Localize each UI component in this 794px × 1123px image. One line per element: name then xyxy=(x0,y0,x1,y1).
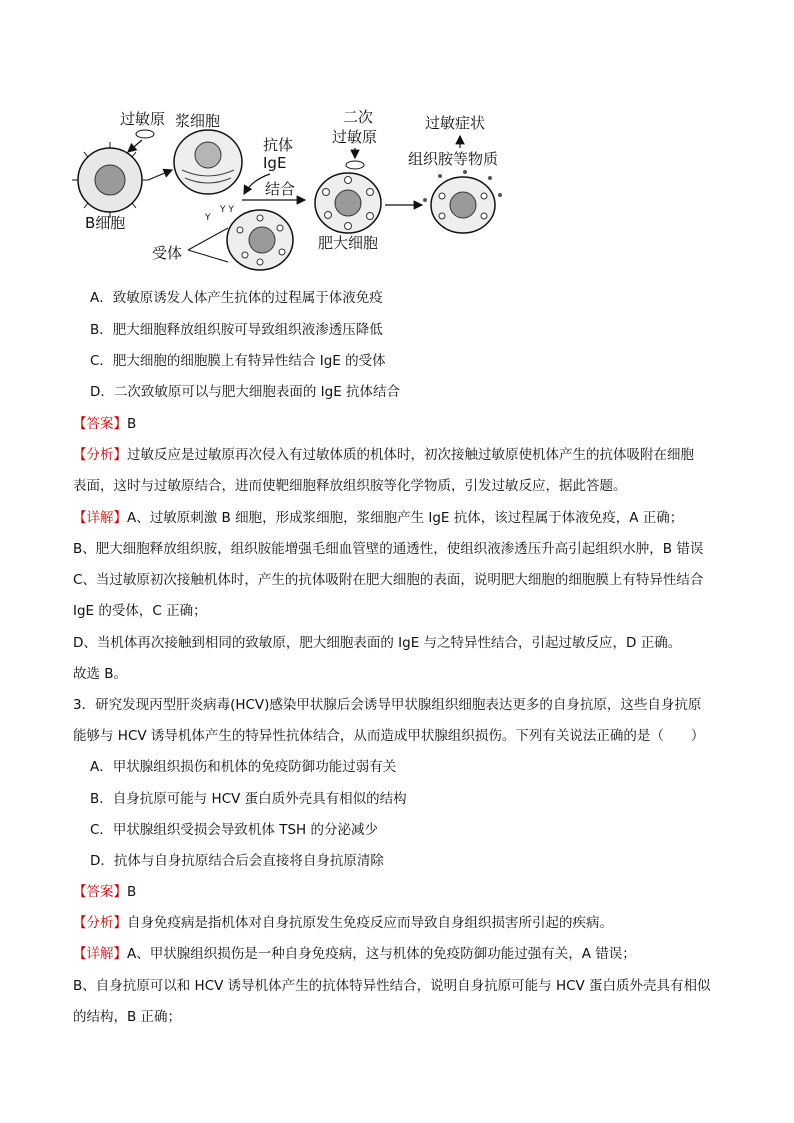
svg-text:Y Y: Y Y xyxy=(220,205,234,215)
allergen-label: 过敏原 xyxy=(120,110,166,128)
plasma-cell-drawing xyxy=(174,130,242,223)
combine-label: 结合 xyxy=(265,180,296,198)
answer-value: B xyxy=(127,884,137,900)
q2-detail-line-2: B、肥大细胞释放组织胺，组织胺能增强毛细血管壁的通透性，使组织液渗透压升高引起组织水肿，B 错误 xyxy=(73,541,704,557)
ige-label: IgE xyxy=(263,154,287,172)
q2-answer xyxy=(73,414,136,434)
answer-tag: 【答案】 xyxy=(73,884,127,900)
q3-analysis xyxy=(73,913,613,933)
q2-option-b: B．肥大细胞释放组织胺可导致组织液渗透压降低 xyxy=(90,322,383,338)
q3-detail-line-3: 的结构，B 正确； xyxy=(73,1009,182,1025)
q2-detail-line-5: D、当机体再次接触到相同的致敏原，肥大细胞表面的 IgE 与之特异性结合，引起过敏反应，D 正确。 xyxy=(73,635,682,651)
second-allergen-label-2: 过敏原 xyxy=(332,128,378,146)
detail-tag: 【详解】 xyxy=(73,946,127,962)
analysis-text: 自身免疫病是指机体对自身抗原发生免疫反应而导致自身组织损害所引起的疾病。 xyxy=(127,915,613,931)
q2-detail-line-1 xyxy=(73,508,683,528)
q2-detail-line-3: C、当过敏原初次接触机体时，产生的抗体吸附在肥大细胞的表面，说明肥大细胞的细胞膜上有特异性结合 xyxy=(73,572,704,588)
answer-tag: 【答案】 xyxy=(73,416,127,432)
mast-cell-drawing xyxy=(315,173,381,233)
analysis-tag: 【分析】 xyxy=(73,447,127,463)
detail-tag: 【详解】 xyxy=(73,510,127,526)
q2-analysis-line-2: 表面，这时与过敏原结合，进而使靶细胞释放组织胺等化学物质，引发过敏反应，据此答题。 xyxy=(73,478,627,494)
q2-option-d: D．二次致敏原可以与肥大细胞表面的 IgE 抗体结合 xyxy=(90,384,401,400)
q3-answer xyxy=(73,882,136,902)
q2-conclusion: 故选 B。 xyxy=(73,666,128,682)
detail-text: A、过敏原刺激 B 细胞，形成浆细胞，浆细胞产生 IgE 抗体，该过程属于体液免疫，A 正确； xyxy=(127,510,684,526)
q3-option-c: C．甲状腺组织受损会导致机体 TSH 的分泌减少 xyxy=(90,822,378,838)
q3-stem-line-1: 3．研究发现丙型肝炎病毒(HCV)感染甲状腺后会诱导甲状腺组织细胞表达更多的自身抗原，这些自身抗原 xyxy=(73,697,702,713)
q2-analysis-line-1 xyxy=(73,445,694,465)
degranulating-cell-drawing xyxy=(423,170,502,233)
analysis-tag: 【分析】 xyxy=(73,915,127,931)
symptom-label: 过敏症状 xyxy=(425,114,486,132)
q2-option-a: A．致敏原诱发人体产生抗体的过程属于体液免疫 xyxy=(90,290,383,306)
receptor-label: 受体 xyxy=(152,244,183,262)
q2-option-c: C．肥大细胞的细胞膜上有特异性结合 IgE 的受体 xyxy=(90,353,386,369)
detail-text: A、甲状腺组织损伤是一种自身免疫病，这与机体的免疫防御功能过强有关，A 错误； xyxy=(127,946,636,962)
q3-detail-line-2: B、自身抗原可以和 HCV 诱导机体产生的抗体特异性结合，说明自身抗原可能与 HCV 蛋白质外壳具有相似 xyxy=(73,978,711,994)
q3-option-a: A．甲状腺组织损伤和机体的免疫防御功能过弱有关 xyxy=(90,759,397,775)
second-allergen-label-1: 二次 xyxy=(343,108,374,126)
antibody-label: 抗体 xyxy=(263,136,294,154)
histamine-label: 组织胺等物质 xyxy=(408,150,499,168)
b-cell-label: B细胞 xyxy=(85,214,126,232)
receptor-cell-drawing xyxy=(227,210,293,270)
mast-cell-label: 肥大细胞 xyxy=(318,234,379,252)
q3-stem-line-2: 能够与 HCV 诱导机体产生的特异性抗体结合，从而造成甲状腺组织损伤。下列有关说法正确的是（ ） xyxy=(73,728,705,744)
plasma-cell-label: 浆细胞 xyxy=(175,112,221,130)
analysis-text: 过敏反应是过敏原再次侵入有过敏体质的机体时，初次接触过敏原使机体产生的抗体吸附在细胞 xyxy=(127,447,694,463)
q3-option-b: B．自身抗原可能与 HCV 蛋白质外壳具有相似的结构 xyxy=(90,791,407,807)
answer-value: B xyxy=(127,416,137,432)
b-cell-drawing xyxy=(72,142,148,218)
q3-detail-line-1 xyxy=(73,944,636,964)
q2-detail-line-4: IgE 的受体，C 正确； xyxy=(73,603,207,619)
allergy-mechanism-figure xyxy=(70,100,530,285)
svg-text:Y: Y xyxy=(205,213,211,223)
q3-option-d: D．抗体与自身抗原结合后会直接将自身抗原清除 xyxy=(90,853,384,869)
